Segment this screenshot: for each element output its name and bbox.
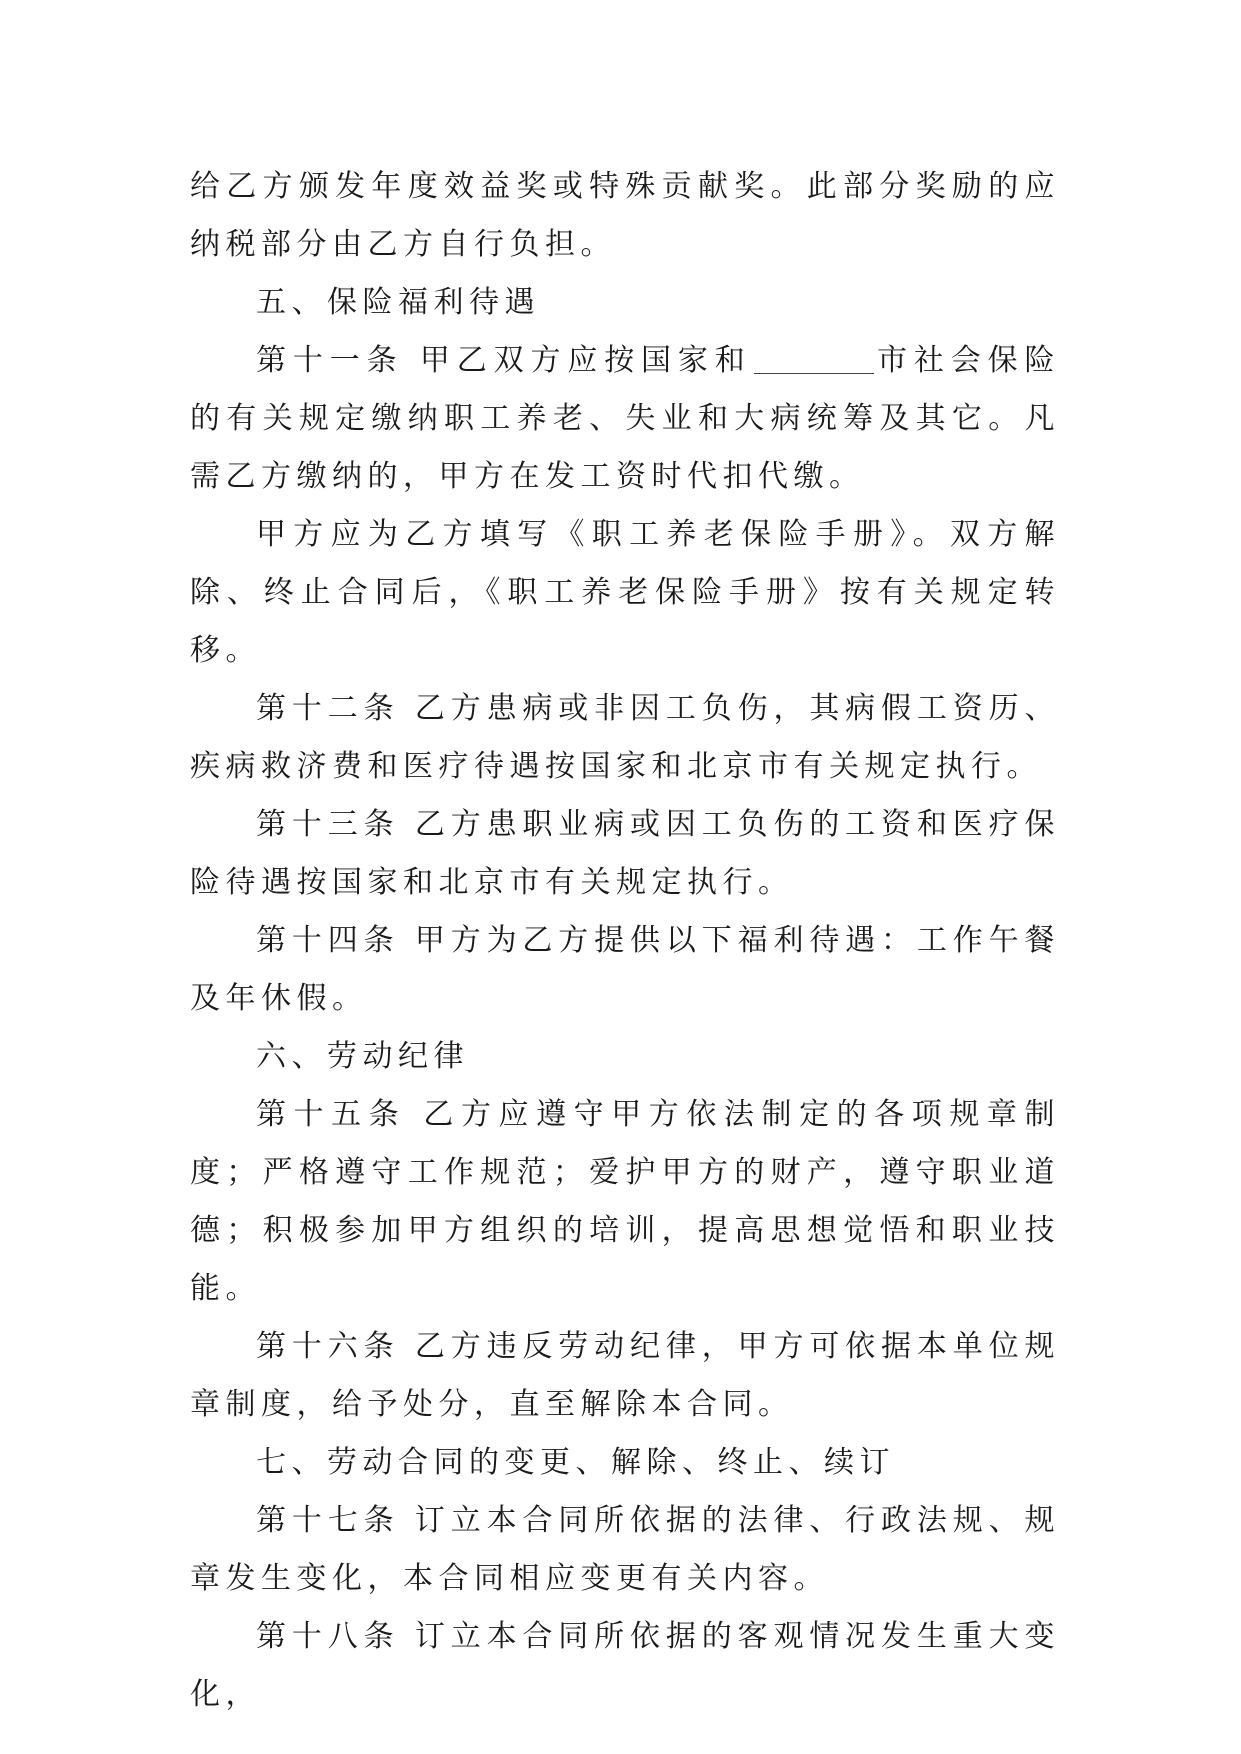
article-16: 第十六条 乙方违反劳动纪律，甲方可依据本单位规章制度，给予处分，直至解除本合同。 xyxy=(190,1329,1060,1422)
paragraph-pension-handbook: 甲方应为乙方填写《职工养老保险手册》。双方解除、终止合同后，《职工养老保险手册》按有关规定转移。 xyxy=(190,517,1060,668)
article-15: 第十五条 乙方应遵守甲方依法制定的各项规章制度；严格遵守工作规范；爱护甲方的财产，遵守职业道德；积极参加甲方组织的培训，提高思想觉悟和职业技能。 xyxy=(190,1097,1060,1306)
section-heading-contract-changes: 七、劳动合同的变更、解除、终止、续订 xyxy=(256,1445,895,1480)
article-11-after-blank: 市社会保险的有关规定缴纳职工养老、失业和大病统筹及其它。凡需乙方缴纳的，甲方在发工资时代扣代缴。 xyxy=(190,343,1061,494)
article-18: 第十八条 订立本合同所依据的客观情况发生重大变化， xyxy=(190,1619,1060,1712)
article-14: 第十四条 甲方为乙方提供以下福利待遇：工作午餐及年休假。 xyxy=(190,923,1060,1016)
article-17: 第十七条 订立本合同所依据的法律、行政法规、规章发生变化，本合同相应变更有关内容。 xyxy=(190,1503,1060,1596)
section-heading-insurance-benefits: 五、保险福利待遇 xyxy=(256,285,540,320)
article-11-before-blank: 第十一条 甲乙双方应按国家和 xyxy=(256,343,752,378)
article-11 xyxy=(190,332,1060,506)
document-body xyxy=(190,158,1060,1724)
article-12: 第十二条 乙方患病或非因工负伤，其病假工资历、疾病救济费和医疗待遇按国家和北京市有关规定执行。 xyxy=(190,691,1060,784)
paragraph-bonus-tax: 给乙方颁发年度效益奖或特殊贡献奖。此部分奖励的应纳税部分由乙方自行负担。 xyxy=(190,169,1060,262)
city-blank-line xyxy=(754,343,874,374)
article-13: 第十三条 乙方患职业病或因工负伤的工资和医疗保险待遇按国家和北京市有关规定执行。 xyxy=(190,807,1060,900)
section-heading-labor-discipline: 六、劳动纪律 xyxy=(256,1039,469,1074)
